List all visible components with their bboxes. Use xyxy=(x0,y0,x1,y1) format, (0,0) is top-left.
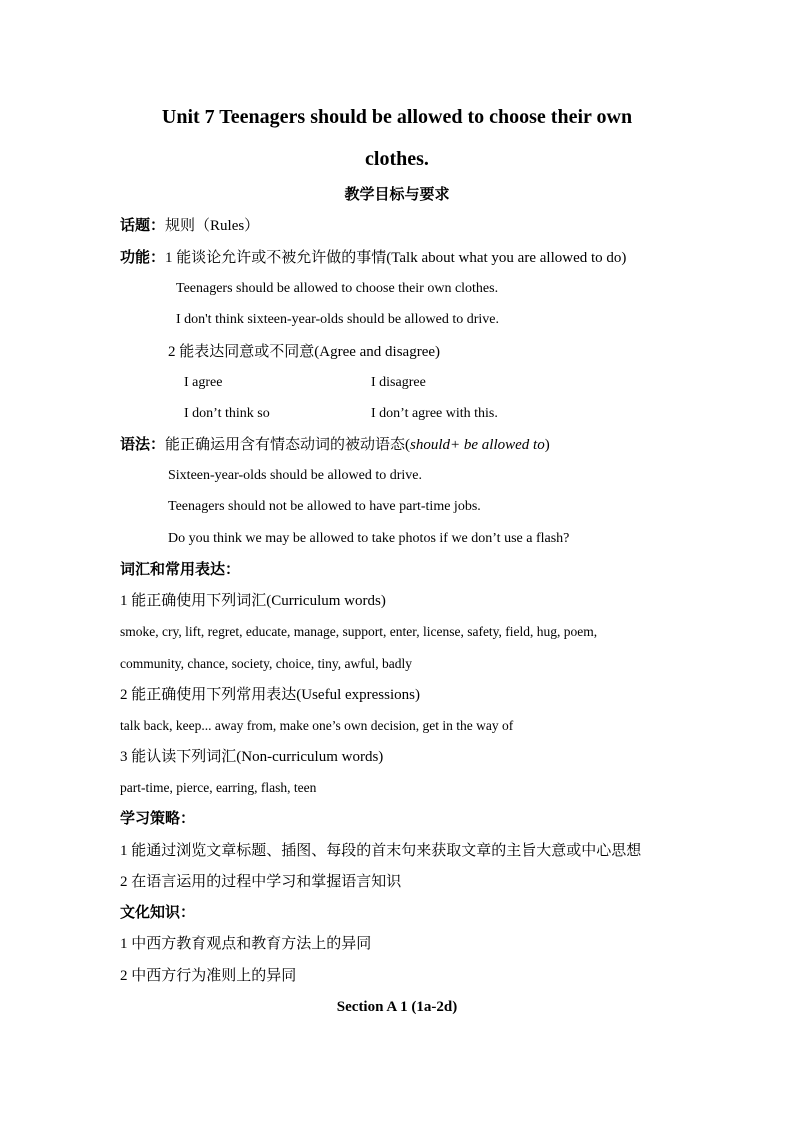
grammar-structure: should+ be allowed to xyxy=(410,437,545,453)
grammar-example-3: Do you think we may be allowed to take photos if we don’t use a flash? xyxy=(168,531,570,546)
topic-row xyxy=(120,216,259,236)
agree-phrase-1: I agree xyxy=(184,375,223,390)
function-row xyxy=(120,248,626,268)
vocab-item1: 1 能正确使用下列词汇(Curriculum words) xyxy=(120,593,386,609)
grammar-text: 能正确运用含有情态动词的被动语态( xyxy=(165,437,411,453)
vocab-item3: 3 能认读下列词汇(Non-curriculum words) xyxy=(120,749,384,765)
function-example-2: I don't think sixteen-year-olds should be allowed to drive. xyxy=(176,312,500,327)
culture-item-1: 1 中西方教育观点和教育方法上的异同 xyxy=(120,936,372,952)
vocab-words-1b: community, chance, society, choice, tiny, awful, badly xyxy=(120,656,413,671)
grammar-row xyxy=(120,435,550,455)
function-item2: 2 能表达同意或不同意(Agree and disagree) xyxy=(168,344,441,360)
function-example-1: Teenagers should be allowed to choose their own clothes. xyxy=(176,281,499,296)
page-title-line1: Unit 7 Teenagers should be allowed to choose their own xyxy=(161,106,633,128)
vocab-words-3: part-time, pierce, earring, flash, teen xyxy=(120,780,317,795)
disagree-phrase-1: I disagree xyxy=(371,375,426,390)
culture-item-2: 2 中西方行为准则上的异同 xyxy=(120,968,297,984)
strategy-item-1: 1 能通过浏览文章标题、插图、每段的首末句来获取文章的主旨大意或中心思想 xyxy=(120,843,642,859)
strategy-label: 学习策略： xyxy=(120,811,196,827)
vocab-words-2: talk back, keep... away from, make one’s own decision, get in the way of xyxy=(120,718,514,733)
grammar-label: 语法： xyxy=(120,437,166,453)
agree-phrase-2: I don’t think so xyxy=(184,406,270,421)
subtitle: 教学目标与要求 xyxy=(344,187,450,203)
topic-text: 规则（Rules） xyxy=(165,218,260,234)
grammar-example-2: Teenagers should not be allowed to have part-time jobs. xyxy=(168,499,481,514)
vocab-words-1a: smoke, cry, lift, regret, educate, manage, support, enter, license, safety, field, hug, poem, xyxy=(120,624,598,639)
function-item1: 1 能谈论允许或不被允许做的事情(Talk about what you are allowed to do) xyxy=(165,250,627,266)
grammar-text-end: ) xyxy=(544,437,550,453)
culture-label: 文化知识： xyxy=(120,905,196,921)
vocab-label: 词汇和常用表达： xyxy=(120,562,241,578)
section-heading: Section A 1 (1a-2d) xyxy=(336,999,458,1015)
page-title-line2: clothes. xyxy=(365,148,429,170)
disagree-phrase-2: I don’t agree with this. xyxy=(371,406,498,421)
function-label: 功能： xyxy=(120,250,166,266)
strategy-item-2: 2 在语言运用的过程中学习和掌握语言知识 xyxy=(120,874,402,890)
grammar-example-1: Sixteen-year-olds should be allowed to drive. xyxy=(168,468,422,483)
vocab-item2: 2 能正确使用下列常用表达(Useful expressions) xyxy=(120,687,420,703)
topic-label: 话题： xyxy=(120,218,166,234)
